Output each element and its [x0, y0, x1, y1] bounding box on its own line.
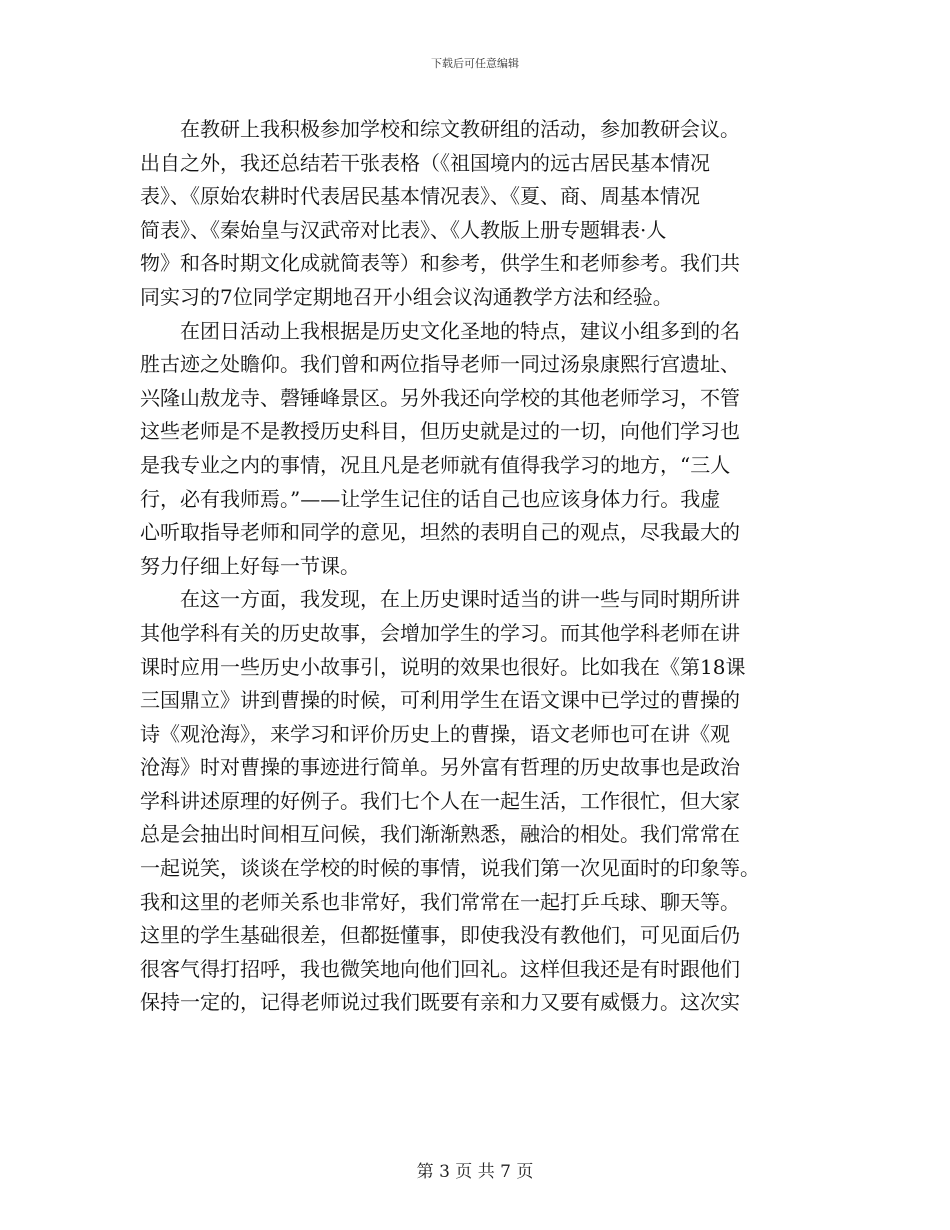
- text-line: 出自之外，我还总结若干张表格（《祖国境内的远古居民基本情况: [140, 150, 710, 175]
- text-line: 一起说笑，谈谈在学校的时候的事情，说我们第一次见面时的印象等。: [140, 856, 760, 881]
- text-line: 学科讲述原理的好例子。我们七个人在一起生活，工作很忙，但大家: [140, 788, 740, 813]
- text-line: 课时应用一些历史小故事引，说明的效果也很好。比如我在《第18课: [140, 654, 746, 679]
- text-line: 诗《观沧海》，来学习和评价历史上的曹操，语文老师也可在讲《观: [140, 721, 730, 746]
- text-line: 在这一方面，我发现，在上历史课时适当的讲一些与同时期所讲: [140, 587, 740, 612]
- text-line: 在团日活动上我根据是历史文化圣地的特点，建议小组多到的名: [140, 318, 740, 343]
- text-line: 在教研上我积极参加学校和综文教研组的活动，参加教研会议。: [140, 117, 740, 141]
- text-line: 简表》、《秦始皇与汉武帝对比表》、《人教版上册专题辑表·人: [140, 217, 667, 242]
- text-line: 表》、《原始农耕时代表居民基本情况表》、《夏、商、周基本情况: [140, 184, 700, 209]
- text-line: 三国鼎立》讲到曹操的时候，可利用学生在语文课中已学过的曹操的: [140, 688, 740, 713]
- text-line: 保持一定的，记得老师说过我们既要有亲和力又要有威慑力。这次实: [140, 990, 740, 1015]
- page-footer: 第 3 页 共 7 页: [416, 1162, 534, 1182]
- text-line: 这里的学生基础很差，但都挺懂事，即使我没有教他们，可见面后仍: [140, 923, 740, 948]
- text-line: 努力仔细上好每一节课。: [140, 553, 360, 578]
- text-line: 胜古迹之处瞻仰。我们曾和两位指导老师一同过汤泉康熙行宫遗址、: [140, 352, 740, 377]
- text-line: 心听取指导老师和同学的意见，坦然的表明自己的观点，尽我最大的: [140, 520, 740, 545]
- text-line: 物》和各时期文化成就简表等）和参考，供学生和老师参考。我们共: [140, 251, 740, 276]
- text-line: 很客气得打招呼，我也微笑地向他们回礼。这样但我还是有时跟他们: [140, 956, 740, 981]
- text-line: 同实习的7位同学定期地召开小组会议沟通教学方法和经验。: [140, 284, 673, 309]
- text-line: 是我专业之内的事情，况且凡是老师就有值得我学习的地方，“三人: [140, 452, 731, 477]
- text-line: 这些老师是不是教授历史科目，但历史就是过的一切，向他们学习也: [140, 419, 740, 444]
- page-header: 下载后可任意编辑: [431, 57, 519, 70]
- text-line: 我和这里的老师关系也非常好，我们常常在一起打乒乓球、聊天等。: [140, 889, 740, 914]
- body-text: [140, 113, 805, 1020]
- text-line: 行，必有我师焉。”——让学生记住的话自己也应该身体力行。我虚: [140, 486, 721, 511]
- text-line: 兴隆山敖龙寺、磬锤峰景区。另外我还向学校的其他老师学习，不管: [140, 385, 740, 410]
- text-line: 其他学科有关的历史故事，会增加学生的学习。而其他学科老师在讲: [140, 620, 740, 645]
- text-line: 沧海》时对曹操的事迹进行简单。另外富有哲理的历史故事也是政治: [140, 755, 740, 780]
- text-line: 总是会抽出时间相互问候，我们渐渐熟悉，融洽的相处。我们常常在: [140, 822, 740, 847]
